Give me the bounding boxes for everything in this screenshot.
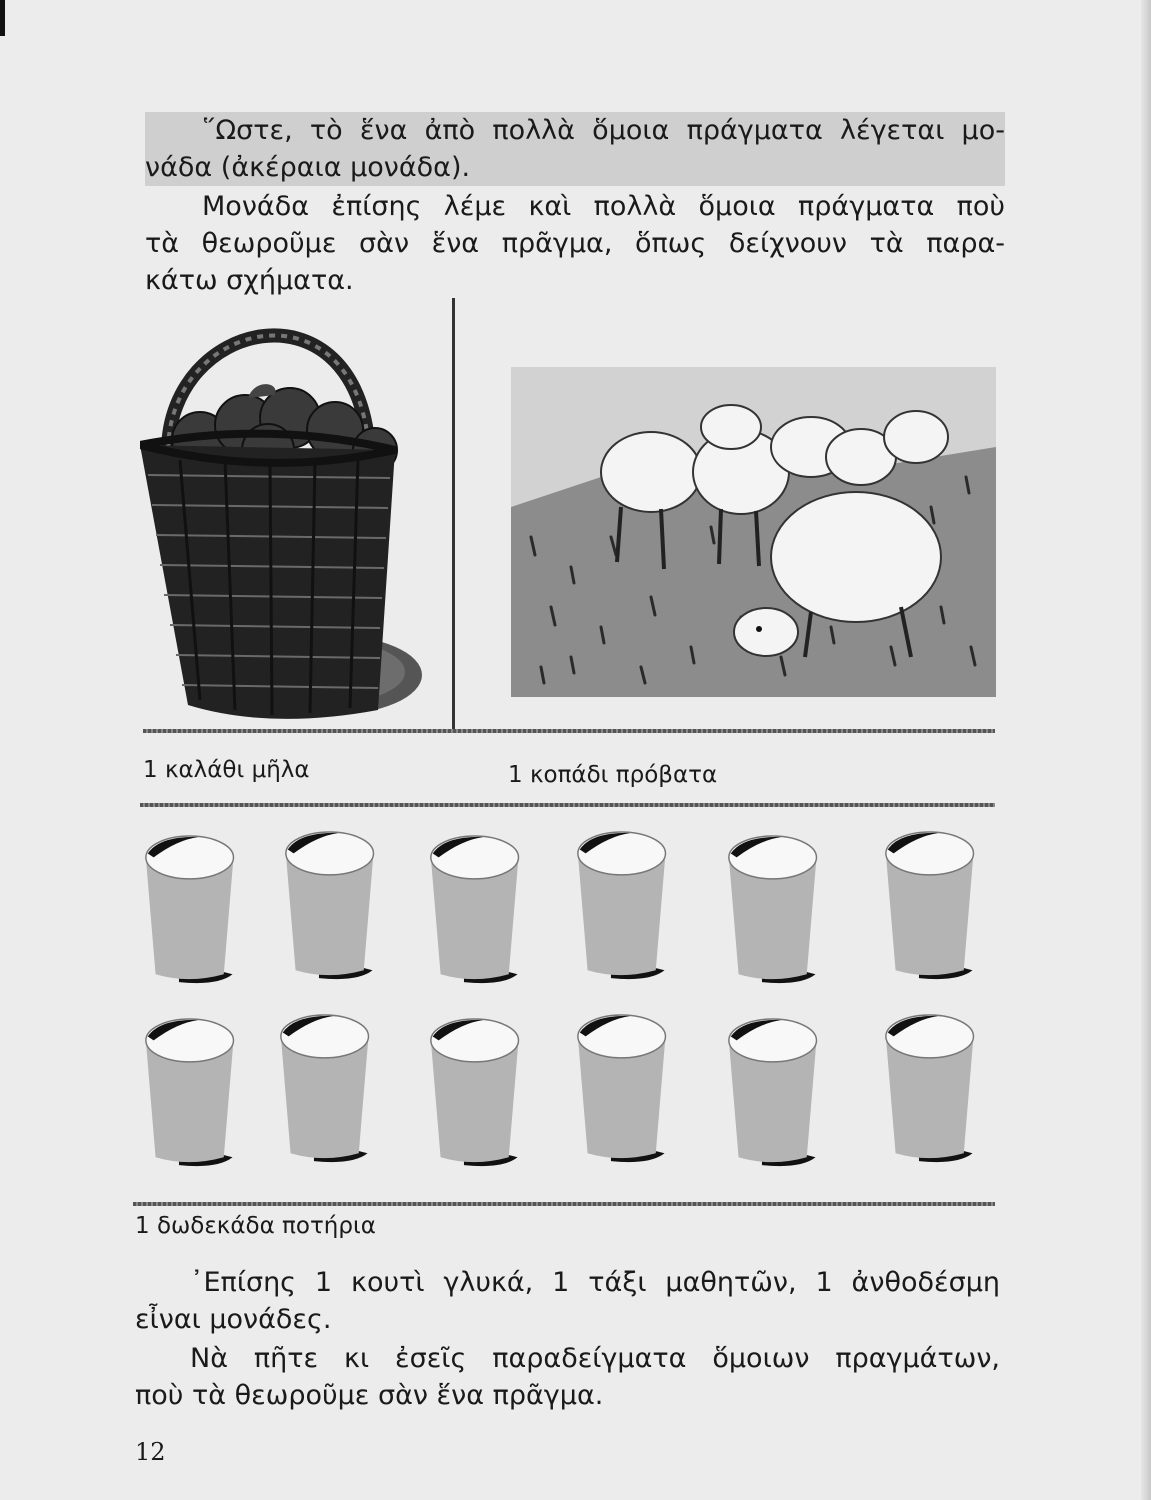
drinking-glass: [280, 822, 392, 992]
figure-rule: [143, 729, 995, 733]
flock-caption: 1 κοπάδι πρόβατα: [508, 762, 718, 788]
text-line: ῞Ωστε, τὸ ἕνα ἀπὸ πολλὰ ὅμοια πράγματα λέγεται μο-: [202, 115, 1005, 146]
text-line: εἶναι μονάδες.: [135, 1304, 332, 1335]
page-edge-mark: [0, 0, 5, 36]
drinking-glass: [140, 826, 252, 996]
drinking-glass: [880, 822, 992, 992]
figure-rule: [133, 1202, 995, 1206]
drinking-glass: [425, 1009, 537, 1179]
definition-paragraph: [145, 112, 1005, 186]
drinking-glass: [572, 1005, 684, 1175]
sheep-flock-illustration: [511, 367, 996, 697]
sheep-drawing: [511, 367, 996, 697]
drinking-glass: [880, 1005, 992, 1175]
drinking-glass: [140, 1009, 252, 1179]
text-line: τὰ θεωροῦμε σὰν ἕνα πρᾶγμα, ὅπως δείχνουν τὰ παρα-: [145, 228, 1005, 259]
drinking-glass: [723, 1009, 835, 1179]
text-line: ᾿Επίσης 1 κουτὶ γλυκά, 1 τάξι μαθητῶν, 1 ἀνθοδέσμη: [190, 1267, 1000, 1298]
drinking-glass: [572, 822, 684, 992]
explanation-paragraph: [145, 188, 1005, 299]
apple-basket-illustration: [140, 300, 440, 730]
examples-paragraph: [135, 1264, 1000, 1338]
drinking-glass: [425, 826, 537, 996]
drinking-glass: [723, 826, 835, 996]
exercise-paragraph: [135, 1340, 1000, 1414]
text-line: Μονάδα ἐπίσης λέμε καὶ πολλὰ ὅμοια πράγματα ποὺ: [202, 191, 1005, 222]
figure-rule: [140, 803, 995, 807]
text-line: ποὺ τὰ θεωροῦμε σὰν ἕνα πρᾶγμα.: [135, 1380, 604, 1411]
text-line: Νὰ πῆτε κι ἐσεῖς παραδείγματα ὅμοιων πραγμάτων,: [190, 1343, 1000, 1374]
text-line: νάδα (ἀκέραια μονάδα).: [145, 152, 471, 183]
page-number: 12: [135, 1438, 166, 1466]
text-line: κάτω σχήματα.: [145, 265, 354, 296]
basket-caption: 1 καλάθι μῆλα: [143, 757, 310, 783]
drinking-glass: [275, 1005, 387, 1175]
page-edge-shadow: [1141, 0, 1151, 1500]
figure-divider: [452, 298, 455, 730]
glasses-caption: 1 δωδεκάδα ποτήρια: [135, 1213, 376, 1239]
